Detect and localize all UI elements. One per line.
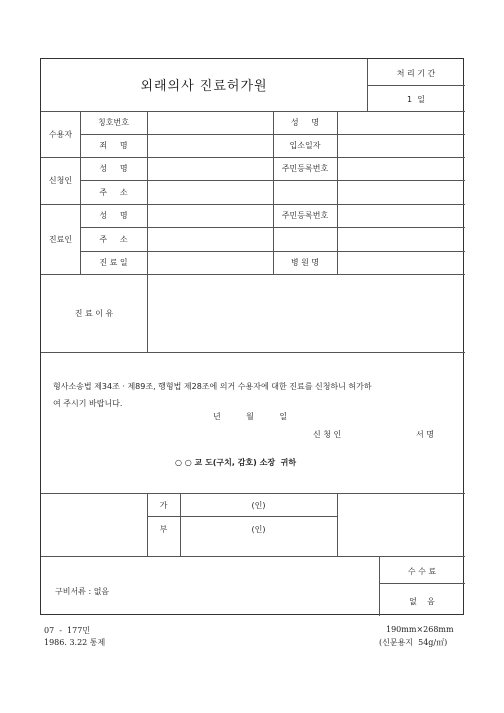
reject-seal[interactable]: (인) bbox=[251, 525, 266, 534]
divider bbox=[41, 556, 465, 557]
form-title: 외래의사 진료허가원 bbox=[140, 79, 268, 94]
statement-line-2: 여 주시기 바랍니다. bbox=[53, 399, 123, 408]
doctor-rrn-field[interactable] bbox=[338, 205, 464, 226]
applicant-name-field[interactable] bbox=[148, 158, 272, 179]
applicant-name-label: 성 명 bbox=[99, 164, 128, 173]
inmate-admission-field[interactable] bbox=[338, 135, 464, 156]
reason-field[interactable] bbox=[148, 275, 464, 351]
form-number: 07 - 177민 bbox=[44, 626, 91, 635]
inmate-group-label: 수용자 bbox=[48, 130, 73, 139]
applicant-group-label: 신청인 bbox=[48, 176, 73, 185]
inmate-name-field[interactable] bbox=[338, 112, 464, 133]
divider bbox=[41, 352, 465, 353]
hospital-field[interactable] bbox=[338, 252, 464, 273]
doctor-address-label: 주 소 bbox=[99, 235, 128, 244]
fee-label: 수 수 료 bbox=[407, 567, 437, 576]
approve-label: 가 bbox=[159, 501, 168, 510]
inmate-number-label: 칭호번호 bbox=[98, 118, 129, 127]
applicant-rrn-field[interactable] bbox=[338, 158, 464, 179]
hospital-label: 병 원 명 bbox=[290, 258, 320, 267]
reason-label: 진 료 이 유 bbox=[74, 309, 114, 318]
addressee: ○ ○ 교 도(구치, 감호) 소장 귀하 bbox=[175, 458, 297, 467]
permit-form bbox=[40, 58, 464, 615]
doctor-rrn-label: 주민등록번호 bbox=[281, 211, 329, 220]
paper-type: (신문용지 54g/㎡) bbox=[379, 638, 448, 647]
inmate-crime-field[interactable] bbox=[148, 135, 272, 156]
divider bbox=[367, 85, 465, 86]
divider bbox=[147, 516, 337, 517]
treatment-date-field[interactable] bbox=[148, 252, 272, 273]
approve-seal[interactable]: (인) bbox=[251, 501, 266, 510]
reject-label: 부 bbox=[159, 525, 168, 534]
inmate-number-field[interactable] bbox=[148, 112, 272, 133]
sign-label: 서 명 bbox=[416, 430, 434, 439]
form-date: 1986. 3.22 통제 bbox=[44, 638, 106, 647]
statement-line-1: 형사소송법 제34조 · 제89조, 행형법 제28조에 의거 수용자에 대한 진료를 신청하니 허가하 bbox=[53, 382, 372, 391]
paper-size: 190mm×268mm bbox=[386, 625, 454, 634]
doctor-group-label: 진료인 bbox=[48, 235, 73, 244]
treatment-date-label: 진 료 일 bbox=[99, 258, 128, 267]
applicant-rrn-label: 주민등록번호 bbox=[281, 164, 329, 173]
doctor-name-field[interactable] bbox=[148, 205, 272, 226]
processing-label: 처 리 기 간 bbox=[396, 69, 436, 78]
inmate-admission-label: 입소일자 bbox=[289, 141, 321, 150]
fee-value: 없 음 bbox=[409, 597, 435, 606]
divider bbox=[337, 493, 338, 556]
inmate-name-label: 성 명 bbox=[290, 118, 320, 127]
required-documents: 구비서류 : 없음 bbox=[55, 587, 110, 596]
divider bbox=[379, 556, 380, 616]
doctor-name-label: 성 명 bbox=[99, 211, 128, 220]
inmate-crime-label: 죄 명 bbox=[99, 141, 128, 150]
date-line: 년 월 일 bbox=[213, 412, 288, 421]
divider bbox=[41, 493, 465, 494]
applicant-address-label: 주 소 bbox=[99, 188, 128, 197]
applicant-address-field[interactable] bbox=[148, 181, 464, 203]
processing-value: 1 일 bbox=[407, 95, 425, 104]
doctor-address-field[interactable] bbox=[148, 228, 464, 250]
applicant-sign-label: 신 청 인 bbox=[313, 430, 342, 439]
divider bbox=[379, 583, 465, 584]
